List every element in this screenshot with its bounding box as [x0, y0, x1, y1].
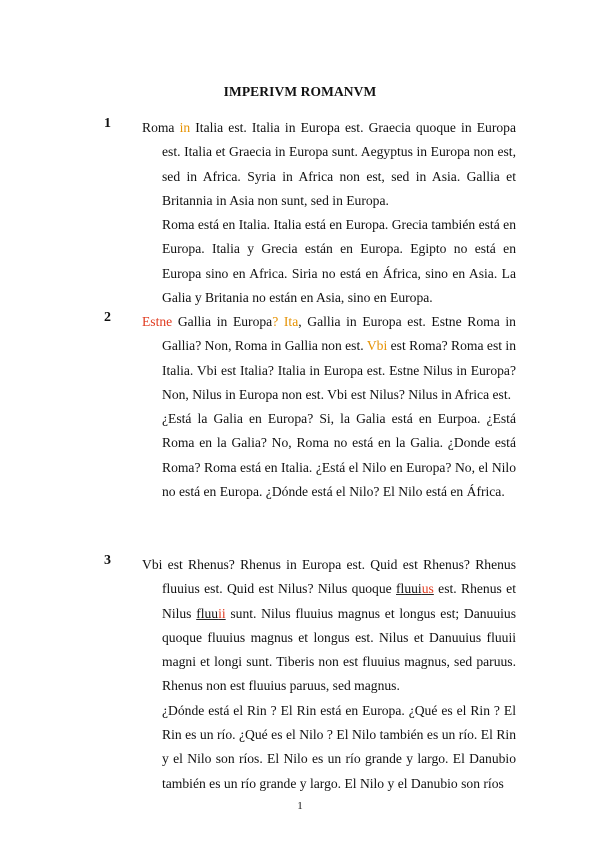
text-run: sunt. Nilus fluuius magnus et longus est; Danuuius quoque fluuius magnus et longus est. Nilus et Danuuius fluuii magni et longi sunt. Tiberis non est fluuius magnus, sed paruus. Rhenus non est fluuius paruus, sed magnus.	[162, 605, 516, 694]
spanish-paragraph: ¿Está la Galia en Europa? Si, la Galia está en Eurpoa. ¿Está Roma en la Galia? No, Roma no está en la Galia. ¿Donde está Roma? Roma está en Italia. ¿Está el Nilo en Europa? No, el Nilo no está en Europa. ¿Dónde está el Nilo? El Nilo está en África.	[162, 411, 516, 500]
text-run: est Roma? Roma est in Italia. Vbi est Italia? Italia in Europa est. Estne Nilus in Europa? Non, Nilus in Europa non est. Vbi est Nilus? Nilus in Africa est.	[162, 338, 517, 402]
latin-paragraph	[142, 553, 516, 699]
section-body	[142, 116, 516, 310]
text-run: est. Rhenus et Nilus	[162, 581, 516, 621]
text-run: Roma	[142, 120, 180, 135]
highlighted-word: Estne	[142, 314, 173, 329]
section-number: 1	[104, 116, 111, 131]
document-title: IMPERIVM ROMANVM	[223, 84, 377, 99]
text-run: Gallia in Europa	[172, 314, 273, 329]
highlighted-word: ? Ita	[272, 314, 299, 329]
section-number: 2	[104, 310, 111, 325]
underlined-word	[196, 606, 225, 621]
spanish-paragraph: Roma está en Italia. Italia está en Europa. Grecia también está en Europa. Italia y Grecia están en Europa. Egipto no está en Europa sino en Africa. Siria no está en África, sino en Asia. La Galia y Britania no están en Asia, sino en Europa.	[162, 217, 516, 306]
text-run: fluu	[196, 605, 219, 621]
underlined-word	[396, 581, 434, 596]
page-number: 1	[297, 800, 303, 812]
text-run: Italia est. Italia in Europa est. Graecia quoque in Europa est. Italia et Graecia in Europa sunt. Aegyptus in Europa non est, sed in Africa. Syria in Africa non est, sed in Asia. Gallia et Britannia in Asia non sunt, sed in Europa.	[162, 120, 516, 208]
section-body	[142, 310, 516, 504]
section-3	[104, 553, 516, 796]
highlighted-word: in	[179, 120, 191, 135]
section-2	[104, 310, 516, 504]
section-body	[142, 553, 516, 796]
text-run: Vbi est Rhenus? Rhenus in Europa est. Quid est Rhenus? Rhenus fluuius est. Quid est Nilus? Nilus quoque	[142, 557, 516, 597]
text-run: , Gallia in Europa est. Estne Roma in Gallia? Non, Roma in Gallia non est.	[162, 314, 516, 354]
text-run: fluui	[396, 581, 422, 597]
latin-paragraph	[142, 116, 516, 213]
section-1	[104, 116, 516, 310]
section-number: 3	[104, 553, 111, 568]
highlighted-ending: us	[421, 581, 434, 597]
highlighted-ending: ii	[218, 605, 226, 621]
spanish-paragraph: ¿Dónde está el Rin ? El Rin está en Europa. ¿Qué es el Rin ? El Rin es un río. ¿Qué es el Nilo ? El Nilo también es un río. El Rin y el Nilo son ríos. El Nilo es un río grande y largo. El Danubio también es un río grande y largo. El Nilo y el Danubio son ríos	[162, 702, 516, 791]
highlighted-word: Vbi	[366, 338, 388, 354]
latin-paragraph	[142, 310, 517, 407]
